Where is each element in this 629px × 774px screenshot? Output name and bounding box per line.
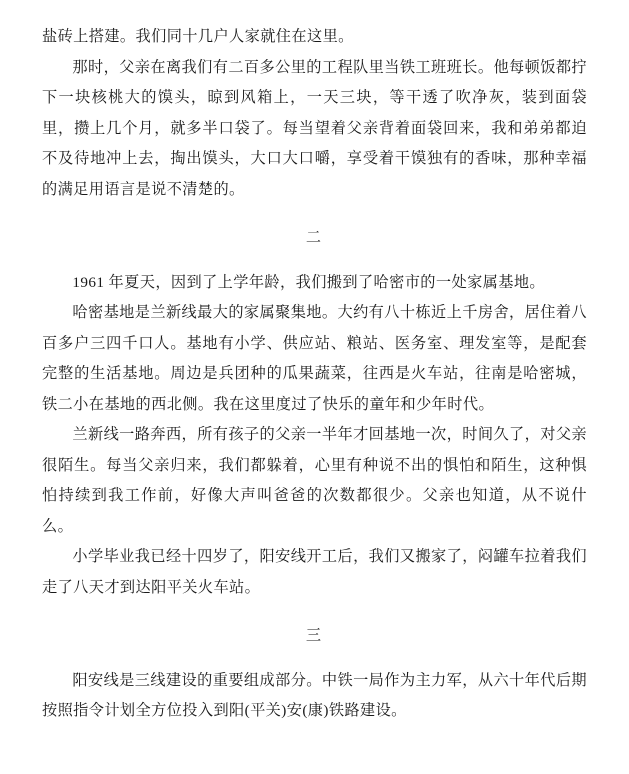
document-body [42,22,587,727]
paragraph: 盐砖上搭建。我们同十几户人家就住在这里。 [42,28,354,45]
paragraph: 哈密基地是兰新线最大的家属聚集地。大约有八十栋近上千房舍，居住着八百多户三四千口人。基地有小学、供应站、粮站、医务室、理发室等，是配套完整的生活基地。周边是兵团种的瓜果蔬菜，往西是火车站，往南是哈密城，铁二小在基地的西北侧。我在这里度过了快乐的童年和少年时代。 [42,304,587,413]
section-number: 三 [305,627,324,644]
paragraph: 阳安线是三线建设的重要组成部分。中铁一局作为主力军，从六十年代后期按照指令计划全方位投入到阳(平关)安(康)铁路建设。 [42,671,587,719]
paragraph: 兰新线一路奔西，所有孩子的父亲一半年才回基地一次，时间久了，对父亲很陌生。每当父亲归来，我们都躲着，心里有种说不出的惧怕和陌生，这种惧怕持续到我工作前，好像大声叫爸爸的次数都很少。父亲也知道，从不说什么。 [42,426,587,535]
section-number: 二 [305,229,324,246]
paragraph: 小学毕业我已经十四岁了，阳安线开工后，我们又搬家了，闷罐车拉着我们走了八天才到达阳平关火车站。 [42,548,587,596]
paragraph: 1961 年夏天，因到了上学年龄，我们搬到了哈密市的一处家属基地。 [72,273,546,291]
paragraph: 那时，父亲在离我们有二百多公里的工程队里当铁工班班长。他每顿饭都拧下一块核桃大的馍头，晾到风箱上，一天三块，等干透了吹净灰，装到面袋里，攒上几个月，就多半口袋了。每当望着父亲背着面袋回来，我和弟弟都迫不及待地冲上去，掏出馍头，大口大口嚼，享受着干馍独有的香味，那种幸福的满足用语言是说不清楚的。 [42,58,587,198]
